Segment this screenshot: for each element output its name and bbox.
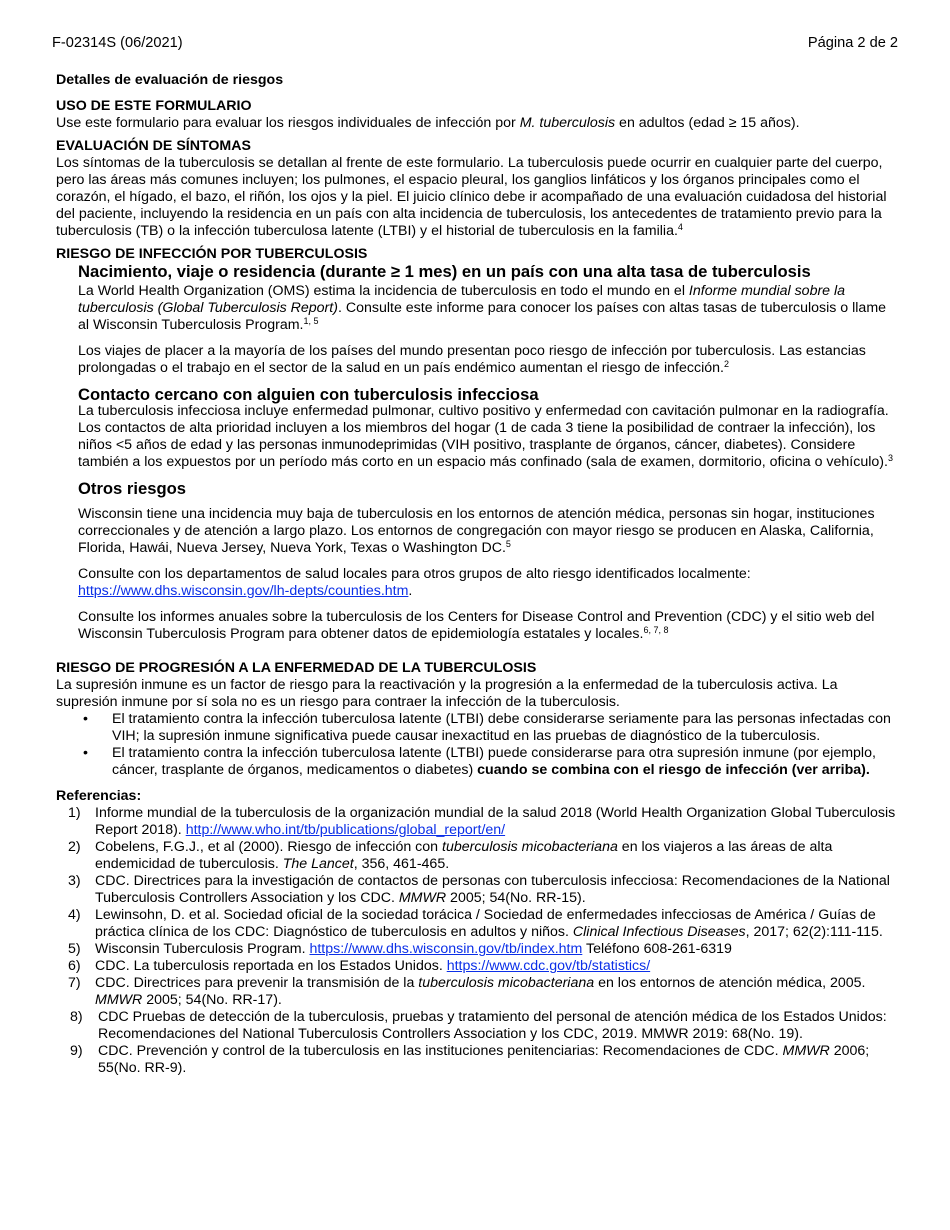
references-list (56, 805, 900, 1077)
subheading-contacto: Contacto cercano con alguien con tuberculosis infecciosa (78, 385, 539, 404)
section-heading-progresion: RIESGO DE PROGRESIÓN A LA ENFERMEDAD DE LA TUBERCULOSIS (56, 660, 537, 676)
cdc-statistics-link[interactable]: https://www.cdc.gov/tb/statistics/ (446, 958, 651, 974)
reference-item: 2) Cobelens, F.G.J., et al (2000). Riesgo de infección con tuberculosis micobacteriana en los viajeros a las áreas de alta endemicidad de tuberculosis. The Lancet, 356, 461-465. (68, 839, 833, 872)
reference-item: 6) CDC. La tuberculosis reportada en los Estados Unidos. https://www.cdc.gov/tb/statistics/ (68, 958, 651, 974)
reference-item: 5) Wisconsin Tuberculosis Program. https://www.dhs.wisconsin.gov/tb/index.htm Teléfono 608-261-6319 (68, 941, 732, 957)
otros-paragraph-1: Wisconsin tiene una incidencia muy baja de tuberculosis en los entornos de atención médica, personas sin hogar, instituciones correccionales y de atención a largo plazo. Los entornos de congregación con mayor riesgo se producen en Alaska, California, Florida, Hawái, Nueva Jersey, Nueva York, Texas o Washington DC.$^5$ (78, 506, 875, 556)
otros-paragraph-3: Consulte los informes anuales sobre la tuberculosis de los Centers for Disease Control and Prevention (CDC) y el sitio web del Wisconsin Tuberculosis Program para obtener datos de epidemiología estatales y locales.$^{6, 7, 8}$ (78, 609, 875, 642)
nacimiento-paragraph-1: La World Health Organization (OMS) estima la incidencia de tuberculosis en todo el mundo en el Informe mundial sobre la tuberculosis (Global Tuberculosis Report). Consulte este informe para conocer los países con altas tasas de tuberculosis o llame al Wisconsin Tuberculosis Program.$^{1, 5}$ (78, 283, 887, 333)
section-heading-sintomas: EVALUACIÓN DE SÍNTOMAS (56, 138, 251, 154)
contacto-text: La tuberculosis infecciosa incluye enfermedad pulmonar, cultivo positivo y enfermedad con cavitación pulmonar en la radiografía. Los contactos de alta prioridad incluyen a los miembros del hogar (1 de cada 3 tiene la posibilidad de contraer la infección), los niños <5 años de edad y las personas inmunodeprimidas (VIH positivo, trasplante de órganos, cáncer, diabetes). Considere también a los expuestos por un período más corto en un espacio más confinado (sala de examen, dormitorio, oficina o vehículo).$^3$ (78, 403, 893, 470)
who-report-link[interactable]: http://www.who.int/tb/publications/global_report/en/ (185, 822, 506, 838)
section-heading-uso: USO DE ESTE FORMULARIO (56, 98, 252, 114)
bullet-marker: • (83, 711, 88, 727)
progresion-text: La supresión inmune es un factor de riesgo para la reactivación y la progresión a la enfermedad de la tuberculosis activa. La supresión inmune por sí sola no es un riesgo para contraer la infección de la tuberculosis. (56, 677, 838, 710)
section-riesgo-infeccion (56, 246, 900, 643)
section-referencias (56, 788, 900, 1077)
subheading-nacimiento: Nacimiento, viaje o residencia (durante ≥ 1 mes) en un país con una alta tasa de tuberculosis (78, 262, 811, 281)
page-number: Página 2 de 2 (807, 35, 898, 51)
page-title: Detalles de evaluación de riesgos (56, 72, 284, 88)
reference-item: 7) CDC. Directrices para prevenir la transmisión de la tuberculosis micobacteriana en los entornos de atención médica, 2005. MMWR 2005; 54(No. RR-17). (68, 975, 866, 1008)
subheading-otros: Otros riesgos (78, 479, 186, 498)
document-body (56, 72, 900, 1077)
section-heading-referencias: Referencias: (56, 788, 142, 804)
progresion-bullet-list (56, 711, 900, 779)
list-item: • El tratamiento contra la infección tuberculosa latente (LTBI) puede considerarse para otra supresión inmune (por ejemplo, cáncer, trasplante de órganos, medicamentos o diabetes) cuando se combina con el riesgo de infección (ver arriba). (83, 745, 876, 778)
reference-item: 8) CDC Pruebas de detección de la tuberculosis, pruebas y tratamiento del personal de atención médica de los Estados Unidos: Recomendaciones del National Tuberculosis Controllers Association y los CDC, 2019. MMWR 2019: 68(No. 19). (70, 1009, 887, 1042)
section-progresion (56, 660, 900, 779)
reference-item: 4) Lewinsohn, D. et al. Sociedad oficial de la sociedad torácica / Sociedad de enfermedades infecciosas de América / Guías de práctica clínica de los CDC: Diagnóstico de tuberculosis en adultos y niños. Clinical Infectious Diseases, 2017; 62(2):111-115. (68, 907, 883, 940)
form-id: F-02314S (06/2021) (52, 35, 183, 51)
bullet-marker: • (83, 745, 88, 761)
counties-link[interactable]: https://www.dhs.wisconsin.gov/lh-depts/counties.htm (78, 583, 409, 599)
sintomas-text: Los síntomas de la tuberculosis se detallan al frente de este formulario. La tuberculosis puede ocurrir en cualquier parte del cuerpo, pero las áreas más comunes incluyen; los pulmones, el espacio pleural, los ganglios linfáticos y los órganos principales como el corazón, el hígado, el bazo, el riñón, los ojos y la piel. El juicio clínico debe ir acompañado de una evaluación cuidadosa del historial del paciente, incluyendo la residencia en un país con alta incidencia de tuberculosis, los antecedentes de tratamiento previo para la tuberculosis (TB) o la infección tuberculosa latente (LTBI) y el historial de tuberculosis en la familia.$^4$ (56, 155, 887, 239)
uso-text: Use este formulario para evaluar los riesgos individuales de infección por M. tuberculosis en adultos (edad ≥ 15 años). (56, 115, 800, 131)
reference-item: 3) CDC. Directrices para la investigación de contactos de personas con tuberculosis infecciosa: Recomendaciones de la National Tuberculosis Controllers Association y los CDC. MMWR 2005; 54(No. RR-15). (68, 873, 890, 906)
section-uso (56, 98, 900, 132)
section-sintomas (56, 138, 900, 240)
nacimiento-paragraph-2: Los viajes de placer a la mayoría de los países del mundo presentan poco riesgo de infección por tuberculosis. Las estancias prolongadas o el trabajo en el sector de la salud en un país endémico aumentan el riesgo de infección.$^2$ (78, 343, 866, 376)
wisconsin-tb-link[interactable]: https://www.dhs.wisconsin.gov/tb/index.htm (309, 941, 583, 957)
reference-item: 1) Informe mundial de la tuberculosis de la organización mundial de la salud 2018 (World Health Organization Global Tuberculosis Report 2018). http://www.who.int/tb/publications/global_report/en/ (68, 805, 896, 838)
section-heading-riesgo-infeccion: RIESGO DE INFECCIÓN POR TUBERCULOSIS (56, 246, 368, 262)
reference-item: 9) CDC. Prevención y control de la tuberculosis en las instituciones penitenciarias: Recomendaciones de CDC. MMWR 2006; 55(No. RR-9). (70, 1043, 870, 1076)
otros-paragraph-2: Consulte con los departamentos de salud locales para otros grupos de alto riesgo identificados localmente: https://www.dhs.wisconsin.gov/lh-depts/counties.htm. (78, 566, 751, 599)
list-item: • El tratamiento contra la infección tuberculosa latente (LTBI) debe considerarse seriamente para las personas infectadas con VIH; la supresión inmune significativa puede causar inexactitud en las pruebas de diagnóstico de la tuberculosis. (83, 711, 891, 744)
